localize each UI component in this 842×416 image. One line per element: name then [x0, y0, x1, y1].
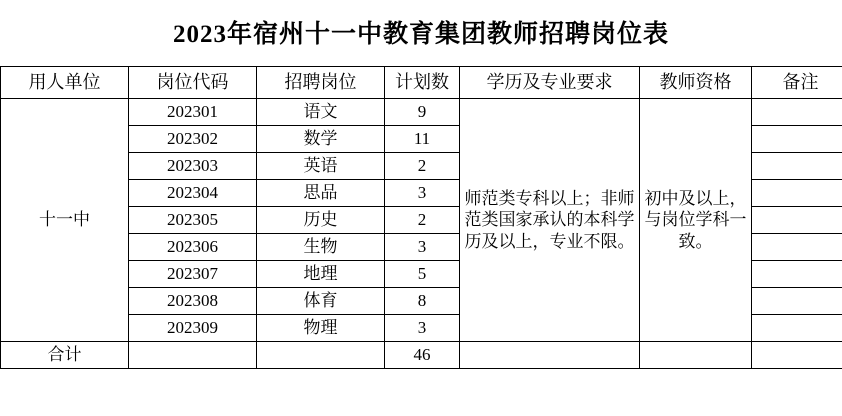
cell-total-certificate: [640, 342, 752, 369]
cell-unit: 十一中: [1, 99, 129, 342]
cell-plan: 2: [385, 153, 460, 180]
cell-post: 生物: [257, 234, 385, 261]
cell-plan: 11: [385, 126, 460, 153]
cell-remark: [752, 153, 842, 180]
cell-remark: [752, 261, 842, 288]
cell-plan: 3: [385, 180, 460, 207]
cell-total-post: [257, 342, 385, 369]
table-header: [1, 67, 842, 99]
cell-code: 202307: [129, 261, 257, 288]
cell-plan: 2: [385, 207, 460, 234]
cell-post: 语文: [257, 99, 385, 126]
cell-remark: [752, 315, 842, 342]
cell-plan: 9: [385, 99, 460, 126]
table-header-row: [1, 67, 842, 99]
column-header-unit: 用人单位: [1, 67, 129, 99]
recruitment-table: [0, 66, 842, 369]
cell-post: 物理: [257, 315, 385, 342]
cell-remark: [752, 99, 842, 126]
cell-code: 202303: [129, 153, 257, 180]
cell-post: 历史: [257, 207, 385, 234]
column-header-remark: 备注: [752, 67, 842, 99]
cell-post: 地理: [257, 261, 385, 288]
page-title: 2023年宿州十一中教育集团教师招聘岗位表: [172, 21, 669, 48]
cell-total-code: [129, 342, 257, 369]
cell-code: 202308: [129, 288, 257, 315]
column-header-plan: 计划数: [385, 67, 460, 99]
column-header-code: 岗位代码: [129, 67, 257, 99]
column-header-certificate: 教师资格: [640, 67, 752, 99]
cell-code: 202306: [129, 234, 257, 261]
cell-plan: 3: [385, 315, 460, 342]
cell-remark: [752, 234, 842, 261]
cell-total-education: [460, 342, 640, 369]
table-total-row: [1, 342, 842, 369]
cell-remark: [752, 180, 842, 207]
cell-code: 202301: [129, 99, 257, 126]
column-header-education: 学历及专业要求: [460, 67, 640, 99]
cell-code: 202304: [129, 180, 257, 207]
cell-remark: [752, 288, 842, 315]
cell-code: 202302: [129, 126, 257, 153]
cell-post: 思品: [257, 180, 385, 207]
cell-code: 202305: [129, 207, 257, 234]
cell-teacher-certificate: 初中及以上，与岗位学科一致。: [640, 99, 752, 342]
table-row: [1, 99, 842, 126]
cell-plan: 3: [385, 234, 460, 261]
cell-post: 数学: [257, 126, 385, 153]
cell-post: 英语: [257, 153, 385, 180]
cell-code: 202309: [129, 315, 257, 342]
cell-plan: 5: [385, 261, 460, 288]
cell-education-requirement: 师范类专科以上；非师范类国家承认的本科学历及以上，专业不限。: [460, 99, 640, 342]
column-header-post: 招聘岗位: [257, 67, 385, 99]
cell-remark: [752, 126, 842, 153]
cell-total-remark: [752, 342, 842, 369]
cell-total-label: 合计: [1, 342, 129, 369]
cell-plan: 8: [385, 288, 460, 315]
cell-remark: [752, 207, 842, 234]
cell-post: 体育: [257, 288, 385, 315]
cell-total-plan: 46: [385, 342, 460, 369]
table-body: [1, 99, 842, 369]
